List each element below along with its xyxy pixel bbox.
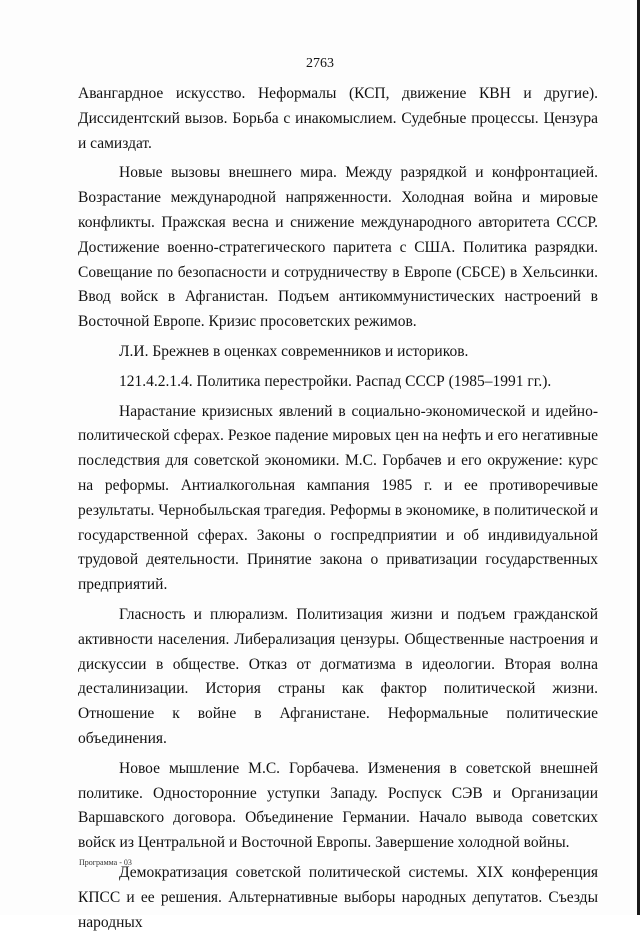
page-number: 2763: [306, 56, 334, 71]
paragraph: Л.И. Брежнев в оценках современников и историков.: [119, 342, 469, 360]
footer-note: Программа - 03: [79, 858, 132, 867]
paragraph: Демократизация советской политической системы. XIX конференция КПСС и ее решения. Альтернативные выборы народных депутатов. Съезды народных: [78, 863, 598, 931]
paragraph: Нарастание кризисных явлений в социально-экономической и идейно-политической сферах. Резкое падение мировых цен на нефть и его негативные последствия для советской экономики. М.С. Горбачев и его окружение: курс на реформы. Антиалкогольная кампания 1985 г. и ее противоречивые результаты. Чернобыльская трагедия. Реформы в экономике, в политической и государственной сферах. Законы о госпредприятии и об индивидуальной трудовой деятельности. Принятие закона о приватизации государственных предприятий.: [78, 402, 598, 594]
paragraph: Авангардное искусство. Неформалы (КСП, движение КВН и другие). Диссидентский вызов. Борьба с инакомыслием. Судебные процессы. Цензура и самиздат.: [78, 85, 598, 152]
paragraph: Гласность и плюрализм. Политизация жизни и подъем гражданской активности населения. Либерализация цензуры. Общественные настроения и дискуссии в обществе. Отказ от догматизма в идеологии. Вторая волна десталинизации. История страны как фактор политической жизни. Отношение к войне в Афганистане. Неформальные политические объединения.: [78, 605, 598, 747]
section-heading: 121.4.2.1.4. Политика перестройки. Распад СССР (1985–1991 гг.).: [119, 372, 552, 390]
document-body: [78, 82, 598, 935]
paragraph: Новое мышление М.С. Горбачева. Изменения в советской внешней политике. Односторонние уступки Западу. Роспуск СЭВ и Организации Варшавского договора. Объединение Германии. Начало вывода советских войск из Центральной и Восточной Европы. Завершение холодной войны.: [78, 759, 598, 852]
paragraph: Новые вызовы внешнего мира. Между разрядкой и конфронтацией. Возрастание международной напряженности. Холодная война и мировые конфликты. Пражская весна и снижение международного авторитета СССР. Достижение военно-стратегического паритета с США. Политика разрядки. Совещание по безопасности и сотрудничеству в Европе (СБСЕ) в Хельсинки. Ввод войск в Афганистан. Подъем антикоммунистических настроений в Восточной Европе. Кризис просоветских режимов.: [78, 164, 598, 331]
